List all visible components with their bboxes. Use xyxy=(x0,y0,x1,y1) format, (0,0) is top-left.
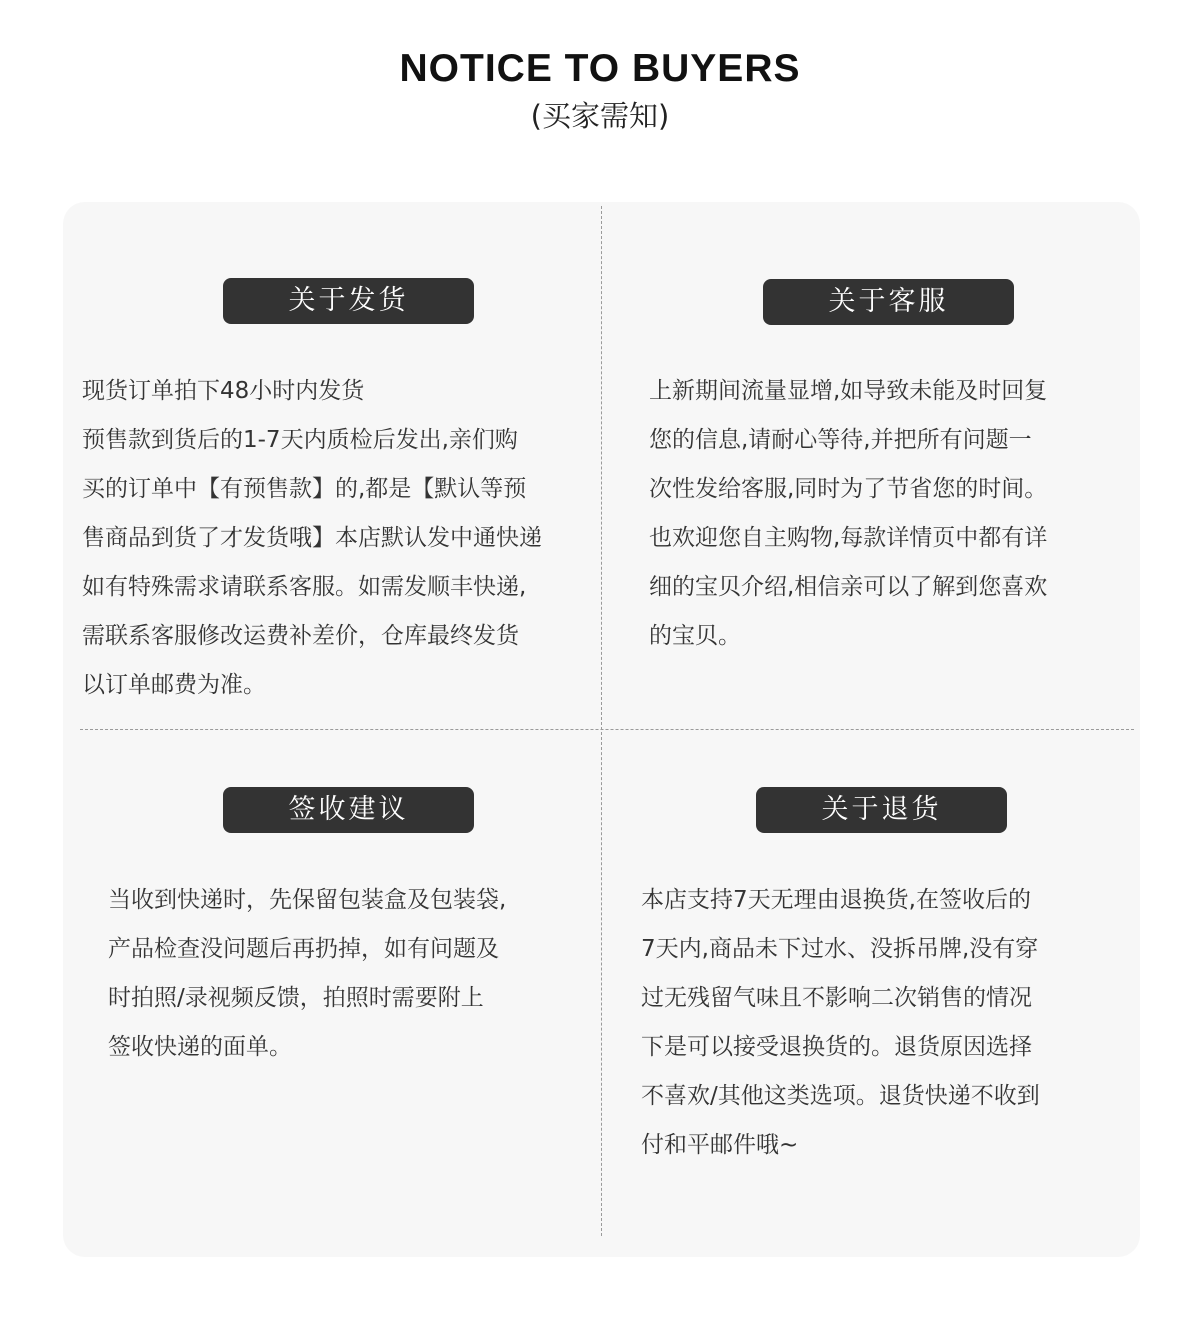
notice-panel xyxy=(63,202,1140,1257)
returns-line: 7天内,商品未下过水、没拆吊牌,没有穿 xyxy=(641,936,1039,962)
customer-service-line: 您的信息,请耐心等待,并把所有问题一 xyxy=(649,427,1032,453)
customer-service-line: 的宝贝。 xyxy=(649,623,741,649)
shipping-line: 买的订单中【有预售款】的,都是【默认等预 xyxy=(82,476,527,502)
receipt-advice-text xyxy=(108,876,506,1072)
page-subtitle: (买家需知) xyxy=(530,99,670,133)
returns-heading-badge: 关于退货 xyxy=(756,787,1007,833)
returns-text xyxy=(641,876,1040,1170)
horizontal-dashed-divider xyxy=(80,729,1134,730)
returns-line: 付和平邮件哦~ xyxy=(641,1132,799,1158)
receipt-advice-line: 当收到快递时，先保留包装盒及包装袋, xyxy=(108,887,507,913)
shipping-line: 售商品到货了才发货哦】本店默认发中通快递 xyxy=(82,525,542,551)
customer-service-line: 上新期间流量显增,如导致未能及时回复 xyxy=(649,378,1048,404)
receipt-advice-line: 时拍照/录视频反馈，拍照时需要附上 xyxy=(108,985,484,1011)
customer-service-line: 细的宝贝介绍,相信亲可以了解到您喜欢 xyxy=(649,574,1048,600)
returns-line: 不喜欢/其他这类选项。退货快递不收到 xyxy=(641,1083,1040,1109)
returns-line: 本店支持7天无理由退换货,在签收后的 xyxy=(641,887,1031,913)
customer-service-line: 次性发给客服,同时为了节省您的时间。 xyxy=(649,476,1048,502)
customer-service-heading-badge: 关于客服 xyxy=(763,279,1014,325)
receipt-advice-heading-badge: 签收建议 xyxy=(223,787,474,833)
returns-line: 下是可以接受退换货的。退货原因选择 xyxy=(641,1034,1032,1060)
vertical-dashed-divider xyxy=(601,206,602,1236)
customer-service-text xyxy=(649,367,1047,661)
shipping-text xyxy=(82,367,542,710)
receipt-advice-line: 产品检查没问题后再扔掉，如有问题及 xyxy=(108,936,499,962)
shipping-line: 以订单邮费为准。 xyxy=(82,672,266,698)
returns-line: 过无残留气味且不影响二次销售的情况 xyxy=(641,985,1032,1011)
shipping-heading-badge: 关于发货 xyxy=(223,278,474,324)
customer-service-line: 也欢迎您自主购物,每款详情页中都有详 xyxy=(649,525,1048,551)
shipping-line: 预售款到货后的1-7天内质检后发出,亲们购 xyxy=(82,427,518,453)
shipping-line: 如有特殊需求请联系客服。如需发顺丰快递, xyxy=(82,574,527,600)
shipping-line: 需联系客服修改运费补差价，仓库最终发货 xyxy=(82,623,519,649)
page-title: NOTICE TO BUYERS xyxy=(399,47,801,90)
shipping-line: 现货订单拍下48小时内发货 xyxy=(82,378,365,404)
receipt-advice-line: 签收快递的面单。 xyxy=(108,1034,292,1060)
